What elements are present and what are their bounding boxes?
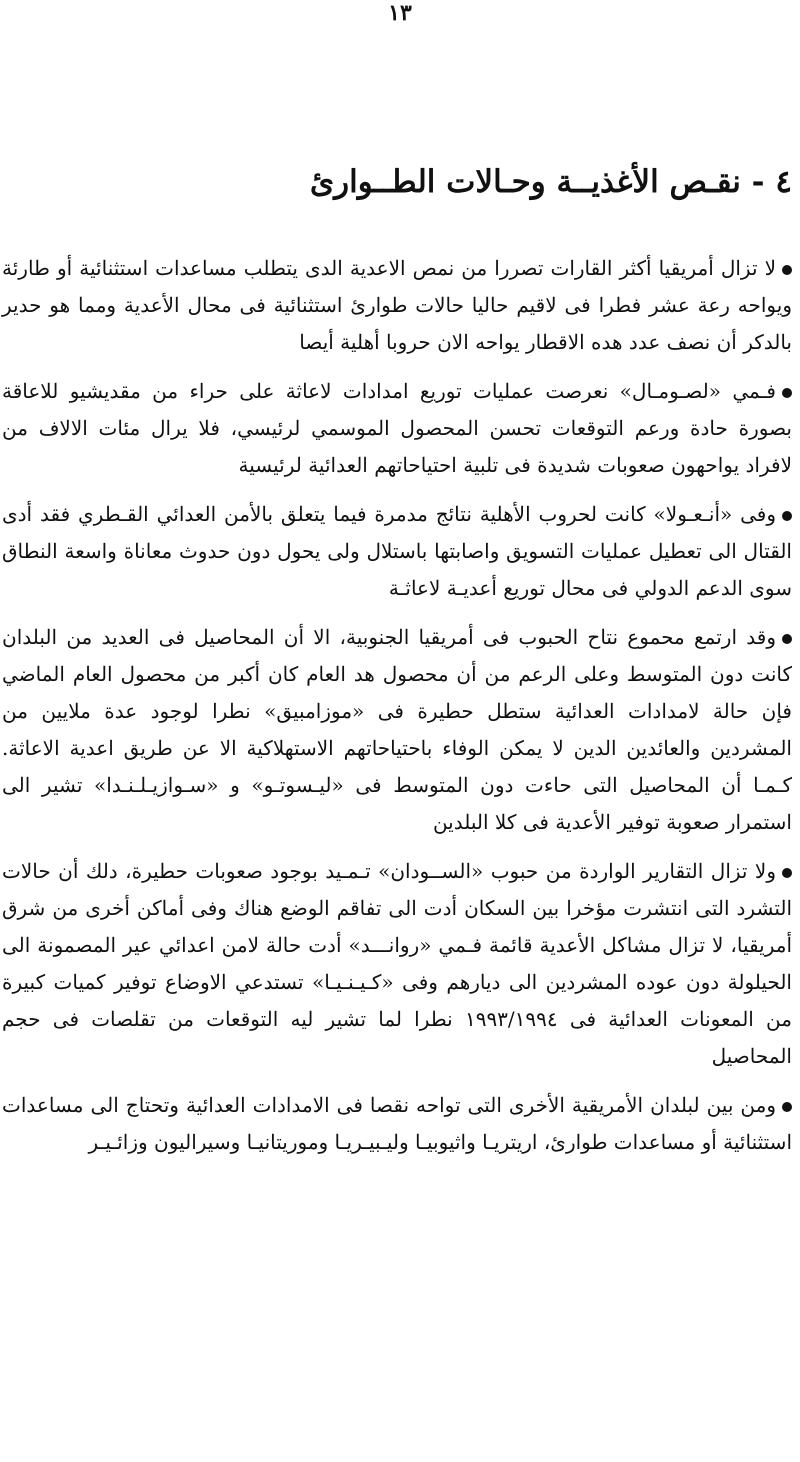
paragraph-text: لا تزال أمريقيا أكثر القارات تصررا من نمص الاعدية الدى يتطلب مساعدات استثنائية أو طارئة ويواحه رعة عشر فطرا فى لاقيم حاليا حالات طوارئ استثنائية فى محال الأعدية ومما هو حدير بالدكر أن نصف عدد هده الاقطار يواحه الان حروبا أهلية أيصا — [2, 256, 792, 354]
body-text — [2, 250, 792, 1173]
paragraph-text: ولا تزال التقارير الواردة من حبوب «الســودان» تـمـيد بوجود صعوبات حطيرة، دلك أن حالات التشرد التى انتشرت مؤخرا بين السكان أدت الى تفاقم الوضع هناك وفى أماكن أخرى من شرق أمريقيا، لا تزال مشاكل الأعدية قائمة فـمي «روانـــد» أدت حالة لامن اعدائي عير المصمونة الى الحيلولة دون عوده المشردين الى ديارهم وفى «كـيـنـيـا» تستدعي الاوضاع توفير كميات كبيرة من المعونات العدائية فى ١٩٩٣/١٩٩٤ نطرا لما تشير ليه التوقعات من تقلصات فى حجم المحاصيل — [2, 859, 792, 1068]
paragraph-text: وفى «أنـعـولا» كانت لحروب الأهلية نتائج مدمرة فيما يتعلق بالأمن العدائي القـطري فقد أدى القتال الى تعطيل عمليات التسويق واصابتها باستلال ولى يحول دون حدوث معاناة واسعة النطاق سوى الدعم الدولي فى محال توريع أعديـة لاعاثـة — [2, 502, 792, 600]
section-heading: ٤ - نقـص الأغذيــة وحـالات الطــوارئ — [309, 164, 792, 200]
bullet-icon — [782, 265, 792, 275]
bullet-icon — [782, 868, 792, 878]
page-number: ١٣ — [388, 0, 412, 26]
paragraph-3 — [2, 496, 792, 607]
bullet-icon — [782, 1102, 792, 1112]
bullet-icon — [782, 634, 792, 644]
paragraph-4 — [2, 619, 792, 841]
paragraph-5 — [2, 853, 792, 1075]
paragraph-6 — [2, 1087, 792, 1161]
bullet-icon — [782, 511, 792, 521]
paragraph-1 — [2, 250, 792, 361]
bullet-icon — [782, 388, 792, 398]
paragraph-2 — [2, 373, 792, 484]
paragraph-text: فـمي «لصـومـال» نعرصت عمليات توريع امدادات لاعاثة على حراء من مقديشيو للاعاقة بصورة حادة ورعم التوقعات تحسن المحصول الموسمي لرئيسي، فلا يرال مئات الالاف من لافراد يواحهون صعوبات شديدة فى تلبية احتياحاتهم العدائية لرئيسية — [2, 379, 792, 477]
paragraph-text: ومن بين لبلدان الأمريقية الأخرى التى تواحه نقصا فى الامدادات العدائية وتحتاج الى مساعدات استثنائية أو مساعدات طوارئ، اريتريـا واثيوبيـا وليـبيـريـا وموريتانيـا وسيراليون وزائـيـر — [2, 1093, 792, 1154]
paragraph-text: وقد ارتمع محموع نتاح الحبوب فى أمريقيا الجنوبية، الا أن المحاصيل فى العديد من البلدان كانت دون المتوسط وعلى الرعم من أن محصول هد العام كان أكبر من محصول العام الماضي فإن حالة لامدادات العدائية ستطل حطيرة فى «موزامبيق» نطرا لوجود عدة ملايين من المشردين والعائدين الدين لا يمكن الوفاء باحتياحاتهم الاستهلاكية الا عن طريق اعدية الاعاثة. كـمـا أن المحاصيل التى حاءت دون المتوسط فى «ليـسوتـو» و «سـوازيـلـنـدا» تشير الى استمرار صعوبة توفير الأعدية فى كلا البلدين — [2, 625, 792, 834]
